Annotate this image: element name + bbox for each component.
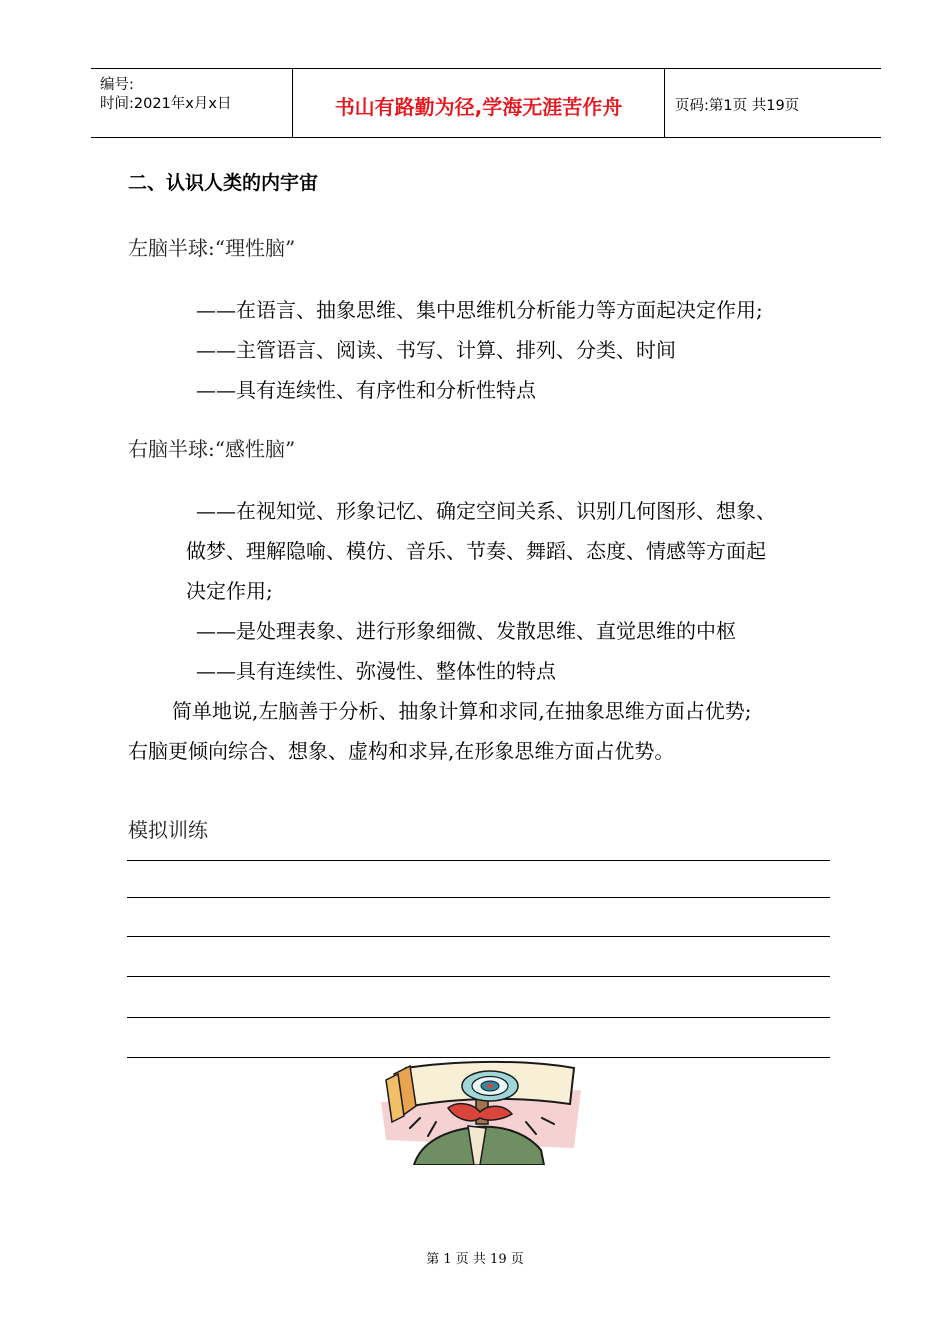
section-title: 二、认识人类的内宇宙: [128, 172, 319, 194]
answer-line: [127, 1057, 830, 1058]
summary-line-2: 右脑更倾向综合、想象、虚构和求异,在形象思维方面占优势。: [128, 739, 675, 763]
right-item-line-1: ——在视知觉、形象记忆、确定空间关系、识别几何图形、想象、: [196, 499, 776, 523]
right-item-line-5: ——具有连续性、弥漫性、整体性的特点: [196, 659, 556, 683]
answer-line: [127, 897, 830, 898]
answer-line: [127, 976, 830, 977]
time-label: 时间:2021年x月x日: [100, 96, 232, 112]
header-motto-cell: [292, 69, 665, 137]
document-header: [91, 68, 881, 138]
summary-line-1: 简单地说,左脑善于分析、抽象计算和求同,在抽象思维方面占优势;: [172, 699, 752, 723]
header-page-info: 页码:第1页 共19页: [675, 98, 800, 114]
right-item-line-3: 决定作用;: [186, 579, 273, 603]
left-item-1: ——在语言、抽象思维、集中思维机分析能力等方面起决定作用;: [196, 298, 763, 322]
header-meta-cell: [91, 69, 292, 137]
serial-label: 编号:: [100, 77, 134, 93]
left-item-3: ——具有连续性、有序性和分析性特点: [196, 378, 536, 402]
left-hemisphere-heading: 左脑半球:“理性脑”: [128, 236, 296, 260]
right-item-line-4: ——是处理表象、进行形象细微、发散思维、直觉思维的中枢: [196, 619, 736, 643]
header-page-cell: [665, 69, 881, 137]
motto-text: 书山有路勤为径,学海无涯苦作舟: [334, 95, 623, 119]
answer-line: [127, 860, 830, 861]
answer-line: [127, 1017, 830, 1018]
target-sign-illustration: [376, 1060, 596, 1165]
answer-line: [127, 936, 830, 937]
practice-title: 模拟训练: [128, 818, 208, 842]
page-footer: 第 1 页 共 19 页: [426, 1252, 524, 1267]
right-item-line-2: 做梦、理解隐喻、模仿、音乐、节奏、舞蹈、态度、情感等方面起: [186, 539, 766, 563]
left-item-2: ——主管语言、阅读、书写、计算、排列、分类、时间: [196, 338, 676, 362]
right-hemisphere-heading: 右脑半球:“感性脑”: [128, 437, 296, 461]
